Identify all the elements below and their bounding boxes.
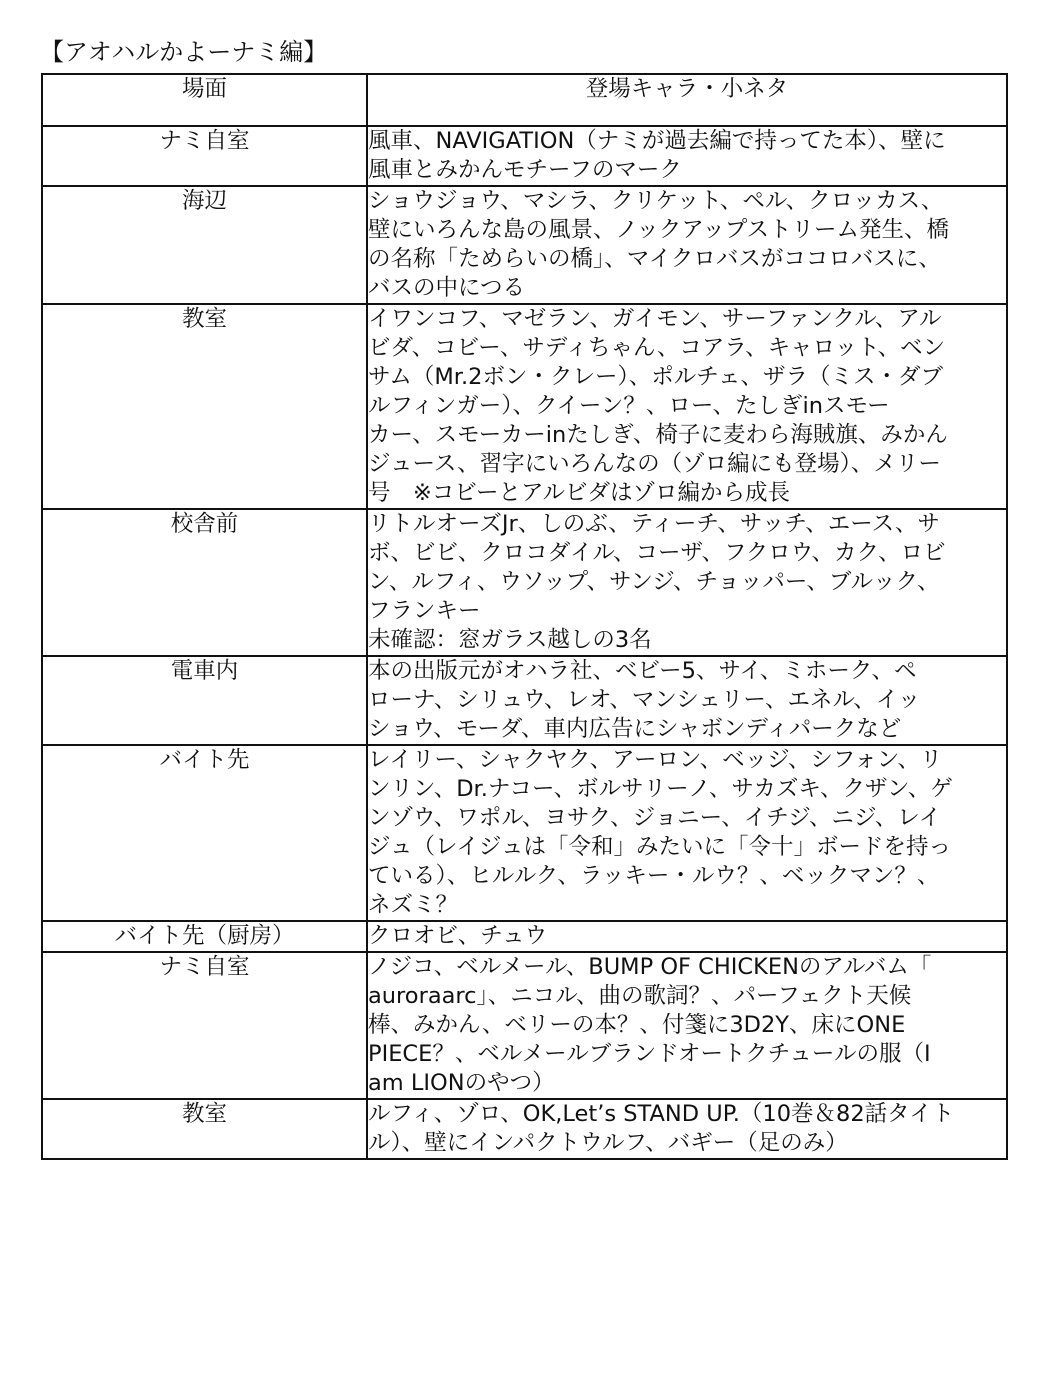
note-line: auroraarc」、ニコル、曲の歌詞？、パーフェクト天候 [368, 983, 912, 1009]
note-line: フランキー [368, 598, 481, 624]
note-line: 壁にいろんな島の風景、ノックアップストリーム発生、橋 [368, 217, 949, 243]
note-line: 風車、NAVIGATION（ナミが過去編で持ってた本）、壁に [368, 128, 946, 154]
notes-cell [367, 186, 1007, 304]
table-row [42, 126, 1007, 186]
note-line: ン、ルフィ、ウソップ、サンジ、チョッパー、ブルック、 [368, 569, 940, 595]
note-line: ショウ、モーダ、車内広告にシャボンディパークなど [368, 716, 902, 742]
note-line: ている）、ヒルルク、ラッキー・ルウ？、ベックマン？、 [368, 863, 940, 889]
table-row [42, 656, 1007, 745]
table-row [42, 509, 1007, 656]
note-line: ノジコ、ベルメール、BUMP OF CHICKENのアルバム「 [368, 954, 932, 980]
note-line: イワンコフ、マゼラン、ガイモン、サーファンクル、アル [368, 306, 942, 332]
notes-cell [367, 304, 1007, 509]
page-title: 【アオハルかよーナミ編】 [40, 38, 328, 66]
notes-cell [367, 1099, 1007, 1159]
note-line: ジュ（レイジュは「令和」みたいに「令十」ボードを持っ [368, 834, 951, 860]
note-line: サム（Mr.2ボン・クレー）、ポルチェ、ザラ（ミス・ダブ [368, 364, 944, 390]
note-line: ンリン、Dr.ナコー、ボルサリーノ、サカズキ、クザン、ゲ [368, 776, 953, 802]
note-line: am LIONのやつ） [368, 1070, 555, 1096]
note-line: ルフィ、ゾロ、OK,Let’s STAND UP.（10巻＆82話タイト [368, 1101, 955, 1127]
scene-cell: ナミ自室 [42, 126, 367, 186]
table-row [42, 921, 1007, 952]
note-line: ショウジョウ、マシラ、クリケット、ペル、クロッカス、 [368, 188, 944, 214]
note-line: 風車とみかんモチーフのマーク [368, 157, 682, 183]
table-row [42, 304, 1007, 509]
scene-cell: 教室 [42, 304, 367, 509]
table-row [42, 952, 1007, 1099]
note-line: 号 ※コビーとアルビダはゾロ編から成長 [368, 480, 791, 506]
note-line: レイリー、シャクヤク、アーロン、ベッジ、シフォン、リ [368, 747, 943, 773]
table-row [42, 186, 1007, 304]
notes-cell [367, 656, 1007, 745]
note-line: ローナ、シリュウ、レオ、マンシェリー、エネル、イッ [368, 687, 921, 713]
notes-cell [367, 921, 1007, 952]
note-line: ボ、ビビ、クロコダイル、コーザ、フクロウ、カク、ロビ [368, 540, 946, 566]
scene-cell: バイト先（厨房） [42, 921, 367, 952]
scene-cell: 教室 [42, 1099, 367, 1159]
note-line: リトルオーズJr、しのぶ、ティーチ、サッチ、エース、サ [368, 511, 940, 537]
note-line: 未確認：窓ガラス越しの3名 [368, 627, 652, 653]
notes-cell [367, 745, 1007, 921]
note-line: PIECE？、ベルメールブランドオートクチュールの服（I [368, 1041, 931, 1067]
note-line: 本の出版元がオハラ社、ベビー5、サイ、ミホーク、ペ [368, 658, 917, 684]
note-line: ンゾウ、ワポル、ヨサク、ジョニー、イチジ、ニジ、レイ [368, 805, 942, 831]
notes-cell [367, 126, 1007, 186]
scene-cell: ナミ自室 [42, 952, 367, 1099]
table-header-row [42, 74, 1007, 126]
scene-cell: バイト先 [42, 745, 367, 921]
note-line: の名称「ためらいの橋」、マイクロバスがココロバスに、 [368, 246, 941, 272]
note-line: バスの中につる [368, 275, 526, 301]
notes-cell [367, 952, 1007, 1099]
note-line: ル）、壁にインパクトウルフ、バギー（足のみ） [368, 1130, 848, 1156]
scene-cell: 校舎前 [42, 509, 367, 656]
header-characters-notes: 登場キャラ・小ネタ [367, 74, 1007, 126]
notes-cell [367, 509, 1007, 656]
note-line: カー、スモーカーinたしぎ、椅子に麦わら海賊旗、みかん [368, 422, 948, 448]
note-line: ビダ、コビー、サディちゃん、コアラ、キャロット、ベン [368, 335, 946, 361]
note-line: ネズミ？ [368, 892, 459, 918]
note-line: ルフィンガー）、クイーン？、ロー、たしぎinスモー [368, 393, 890, 419]
note-line: 棒、みかん、ベリーの本？、付箋に3D2Y、床にONE [368, 1012, 906, 1038]
scene-character-table [41, 73, 1008, 1160]
scene-cell: 電車内 [42, 656, 367, 745]
table-row [42, 745, 1007, 921]
table-row [42, 1099, 1007, 1159]
header-scene: 場面 [42, 74, 367, 126]
scene-cell: 海辺 [42, 186, 367, 304]
note-line: クロオビ、チュウ [368, 923, 548, 949]
table-body [42, 126, 1007, 1159]
note-line: ジュース、習字にいろんなの（ゾロ編にも登場）、メリー [368, 451, 941, 477]
